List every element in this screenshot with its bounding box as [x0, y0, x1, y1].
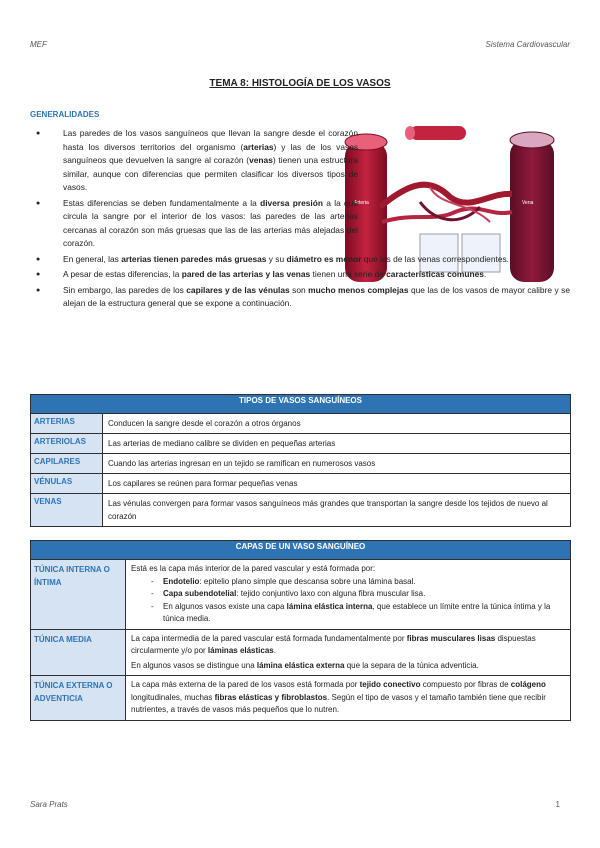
table-row: TÚNICA MEDIA La capa intermedia de la pared vascular está formada fundamentalmente por fibras musculares lisas dispuestas circularmente y/o por láminas elásticas. En algunos vasos se distingue una lámina elástica externa que la separa de la túnica adventicia. — [31, 629, 571, 676]
section-heading: GENERALIDADES — [30, 110, 100, 119]
bullet-2: ● Estas diferencias se deben fundamentalmente a la diversa presión a la que circula la sangre por el interior de los vasos: las paredes de las arterias cercanas al corazón son más gruesas que las de las arterias más alejadas del corazón. — [30, 197, 358, 251]
table-row: TÚNICA INTERNA O ÍNTIMA Está es la capa más interior de la pared vascular y está formada por: - Endotelio: epitelio plano simple que descansa sobre una lámina basal. - Capa subendotelial: tejido conjuntivo laxo con alguna fibra muscular lisa. - En algunos vasos existe una capa lámina elástica interna, que establece un límite entre la túnica íntima y la túnica media. — [31, 560, 571, 630]
header-right: Sistema Cardiovascular — [485, 40, 570, 49]
bullet-4: ● A pesar de estas diferencias, la pared de las arterias y las venas tienen una serie de características comunes. — [30, 268, 570, 282]
bullet-3: ● En general, las arterias tienen paredes más gruesas y su diámetro es menor que las de las venas correspondientes. — [30, 253, 570, 267]
table-row: VENAS Las vénulas convergen para formar vasos sanguíneos más grandes que transportan la sangre desde los tejidos de nuevo al corazón — [31, 494, 571, 527]
table-row: TÚNICA EXTERNA O ADVENTICIA La capa más externa de la pared de los vasos está formada por tejido conectivo compuesto por fibras de colágeno longitudinales, muchas fibras elásticas y fibroblastos. Según el tipo de vasos y el tamaño también tiene que recibir nutrientes, a través de vasos más pequeños que lo nutren. — [31, 676, 571, 721]
table-row: ARTERIAS Conducen la sangre desde el corazón a otros órganos — [31, 414, 571, 434]
vessel-layers-table — [30, 540, 571, 721]
list-item: - En algunos vasos existe una capa lámina elástica interna, que establece un límite entre la túnica íntima y la túnica media. — [151, 601, 565, 626]
table-row: CAPILARES Cuando las arterias ingresan en un tejido se ramifican en numerosos vasos — [31, 454, 571, 474]
list-item: - Capa subendotelial: tejido conjuntivo laxo con alguna fibra muscular lisa. — [151, 588, 565, 601]
bullet-list — [30, 127, 570, 313]
table-header: CAPAS DE UN VASO SANGUÍNEO — [31, 541, 571, 560]
list-item: - Endotelio: epitelio plano simple que descansa sobre una lámina basal. — [151, 576, 565, 589]
table-row: ARTERIOLAS Las arterias de mediano calibre se dividen en pequeñas arterias — [31, 434, 571, 454]
table-row: VÉNULAS Los capilares se reúnen para formar pequeñas venas — [31, 474, 571, 494]
vessel-types-table — [30, 394, 571, 527]
bullet-1: ● Las paredes de los vasos sanguíneos que llevan la sangre desde el corazón hasta los diversos territorios del organismo (arterias) y las de los vasos sanguíneos que devuelven la sangre al corazón (venas) tienen una estructura similar, aunque con diferencias que permiten clasificar los diversos tipos de vasos. — [30, 127, 358, 195]
page-number: 1 — [555, 800, 560, 809]
table-header: TIPOS DE VASOS SANGUÍNEOS — [31, 395, 571, 414]
bullet-5: ● Sin embargo, las paredes de los capilares y de las vénulas son mucho menos complejas que las de los vasos de mayor calibre y se alejan de la estructura general que se expone a continuación. — [30, 284, 570, 311]
figure-label-artery: Arteria — [354, 200, 369, 206]
header-left: MEF — [30, 40, 47, 49]
figure-label-vein: Vena — [522, 200, 534, 206]
page-title: TEMA 8: HISTOLOGÍA DE LOS VASOS — [209, 78, 391, 89]
footer-author: Sara Prats — [30, 800, 68, 809]
